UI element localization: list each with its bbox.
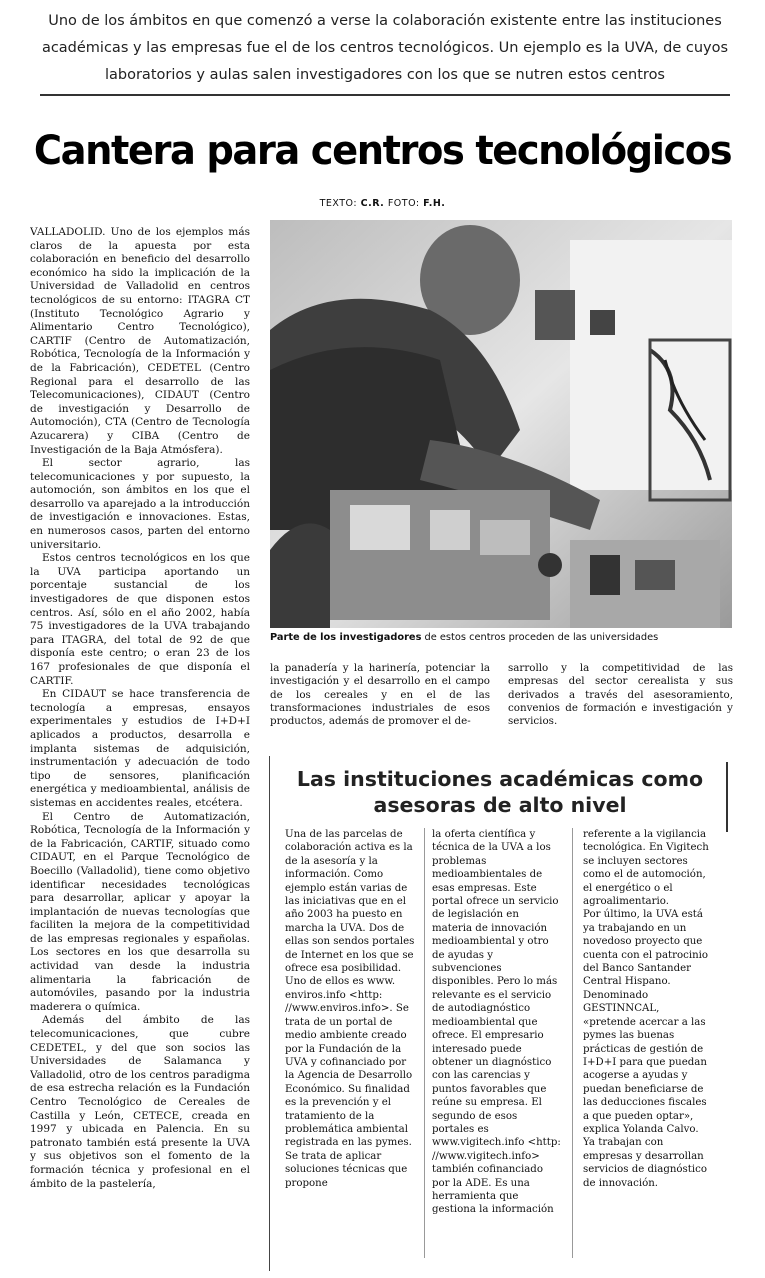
paragraph: Una de las parcelas de colaboración activa es la de la asesoría y la información. Como ejemplo están varias de las iniciativas que en el año 2003 ha puesto en marcha la UVA. Dos de ellas son sendos portales de Internet en los que se ofrece esa posibilidad. Uno de ellos es www. enviros.info <http: //www.enviros.info>. Se trata de un portal de medio ambiente creado por la Fundación de la UVA y cofinanciado por la Agencia de Desarrollo Económico. Su finalidad es la prevención y el tratamiento de la problemática ambiental registrada en las pymes. Se trata de aplicar soluciones técnicas que propone	[285, 829, 415, 1189]
article-column-continuation-1	[270, 662, 490, 744]
credits-photo-author: F.H.	[423, 198, 446, 209]
paragraph: Además del ámbito de las telecomunicaciones, que cubre CEDETEL, y del que son socios las Universidades de Salamanca y Valladolid, otro de los centros paradigma de esa estrecha relación es la Fundación Centro Tecnológico de Cereales de Castilla y León, CETECE, creada en 1997 y ubicada en Palencia. En su patronato también está presente la UVA y sus objetivos son el fomento de la formación técnica y profesional en el ámbito de la pastelería,	[30, 1014, 250, 1190]
paragraph: Ya trabajan con empresas y desarrollan servicios de diagnóstico de innovación.	[583, 1137, 707, 1189]
credits-text-label: TEXTO:	[319, 198, 358, 209]
credits-photo-label: FOTO:	[387, 198, 420, 209]
paragraph: sarrollo y la competitividad de las empresas del sector cerealista y sus derivados a través del asesoramiento, convenios de formación e investigación y servicios.	[508, 662, 733, 728]
sidebar-column-3	[583, 828, 713, 1268]
article-photo	[270, 220, 732, 628]
paragraph: VALLADOLID. Uno de los ejemplos más claros de la apuesta por esta colaboración en beneficio del desarrollo económico ha sido la implicación de la Universidad de Valladolid en centros tecnológicos de su entorno: ITAGRA CT (Instituto Tecnológico Agrario y Alimentario Centro Tecnológico), CARTIF (Centro de Automatización, Robótica, Tecnología de la Información y de la Fabricación), CEDETEL (Centro Regional para el desarrollo de las Telecomunicaciones), CIDAUT (Centro de investigación y Desarrollo de Automoción), CTA (Centro de Tecnología Azucarera) y CIBA (Centro de Investigación de la Baja Atmósfera).	[30, 226, 250, 456]
paragraph: la oferta científica y técnica de la UVA a los problemas medioambientales de esas empresas. Este portal ofrece un servicio de legislación en materia de innovación medioambiental y otro de ayudas y subvenciones disponibles. Pero lo más relevante es el servicio de autodiagnóstico medioambiental que ofrece. El empresario interesado puede obtener un diagnóstico con las carencias y puntos favorables que reúne su empresa. El segundo de esos portales es www.vigitech.info <http: //www.vigitech.info> también cofinanciado por la ADE. Es una herramienta que gestiona la información	[432, 829, 561, 1216]
sidebar-title: Las instituciones académicas como asesoras de alto nivel	[296, 767, 704, 817]
paragraph: referente a la vigilancia tecnológica. En Vigitech se incluyen sectores como el de automoción, el energético o el agroalimentario.	[583, 829, 709, 908]
credits-text-author: C.R.	[360, 198, 385, 209]
paragraph: la panadería y la harinería, potenciar la investigación y el desarrollo en el campo de los cereales y en el de las transformaciones industriales de esos productos, además de promover el de-	[270, 662, 490, 728]
caption-bold: Parte de los investigadores	[270, 632, 422, 643]
paragraph: Estos centros tecnológicos en los que la UVA participa aportando un porcentaje sustancial de los investigadores de que disponen estos centros. Así, sólo en el año 2002, había 75 investigadores de la UVA trabajando para ITAGRA, del total de 92 de que disponía este centro; o eran 23 de los 167 profesionales de que disponía el CARTIF.	[30, 552, 250, 687]
sidebar-column-2	[432, 828, 562, 1268]
lab-researcher-photo	[270, 220, 732, 628]
article-credits	[0, 198, 765, 209]
sidebar-right-rule	[726, 762, 728, 832]
column-divider	[572, 828, 573, 1258]
paragraph: Por último, la UVA está ya trabajando en un novedoso proyecto que cuenta con el patrocinio del Banco Santander Central Hispano. Denominado GESTINNCAL, «pretende acercar a las pymes las buenas prácticas de gestión de I+D+I para que puedan acogerse a ayudas y puedan beneficiarse de las deducciones fiscales a que pueden optar», explica Yolanda Calvo.	[583, 909, 709, 1135]
article-headline: Cantera para centros tecnológicos	[33, 128, 732, 174]
photo-caption	[270, 631, 732, 644]
paragraph: El Centro de Automatización, Robótica, Tecnología de la Información y de la Fabricación, CARTIF, situado como CIDAUT, en el Parque Tecnológico de Boecillo (Valladolid), tiene como objetivo identificar necesidades tecnológicas para desarrollar, aplicar y apoyar la implantación de nuevas tecnologías que faciliten la mejora de la competitividad de las empresas regionales y españolas. Los sectores en los que desarrolla su actividad van desde la industria alimentaria la fabricación de automóviles, pasando por la industria maderera o química.	[30, 810, 250, 1013]
sidebar-column-1	[285, 828, 417, 1268]
article-column-1	[30, 226, 250, 1266]
article-lead: Uno de los ámbitos en que comenzó a verse la colaboración existente entre las instituciones académicas y las empresas fue el de los centros tecnológicos. Un ejemplo es la UVA, de cuyos laboratorios y aulas salen investigadores con los que se nutren estos centros	[41, 13, 729, 83]
lead-divider	[40, 94, 730, 96]
paragraph: En CIDAUT se hace transferencia de tecnología a empresas, ensayos experimentales y estudios de I+D+I aplicados a productos, desarrolla e implanta sistemas de adquisición, instrumentación y adecuación de todo tipo de sensores, planificación energética y medioambiental, análisis de sistemas en accidentes reales, etcétera.	[30, 688, 250, 809]
article-column-continuation-2	[508, 662, 733, 744]
paragraph: El sector agrario, las telecomunicaciones y por supuesto, la automoción, son ámbitos en los que el desarrollo va aparejado a la introducción de investigación e innovaciones. Estas, en numerosos casos, parten del entorno universitario.	[30, 457, 250, 551]
caption-text: de estos centros proceden de las universidades	[421, 632, 659, 643]
column-divider	[424, 828, 425, 1258]
